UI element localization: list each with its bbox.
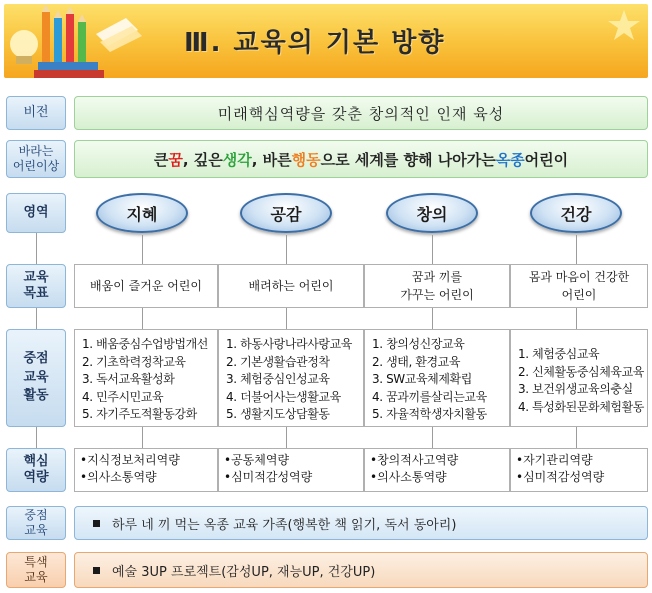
page-title: Ⅲ. 교육의 기본 방향 — [184, 28, 446, 58]
ideal-label-line2: 어린이상 — [12, 159, 60, 173]
connector — [36, 308, 37, 329]
connector — [142, 308, 143, 329]
school-supplies-illustration — [4, 4, 154, 78]
goal-label-line1: 교육 — [23, 269, 49, 285]
competency-cell-health — [510, 448, 648, 492]
goal-text: 배움이 즐거운 어린이 — [90, 279, 202, 293]
list-item: 3. 독서교육활성화 — [82, 372, 175, 386]
list-item: 3. 체험중심인성교육 — [226, 372, 330, 386]
connector — [36, 427, 37, 448]
ideal-seg-thought: 생각 — [222, 150, 252, 169]
star-icon — [604, 6, 644, 46]
list-item: 3. SW교육체제확립 — [372, 372, 472, 386]
list-item: 4. 특성화된문화체험활동 — [518, 399, 644, 414]
connector — [142, 427, 143, 448]
list-item: 5. 자기주도적활동강화 — [82, 407, 197, 421]
ideal-seg-8: 어린이 — [524, 150, 569, 169]
list-item: 1. 체험중심교육 — [518, 347, 600, 361]
header-banner — [4, 4, 648, 78]
ideal-seg-6: 으로 세계를 향해 나아가는 — [320, 150, 496, 169]
goal-text-line2: 가꾸는 어린이 — [400, 288, 474, 302]
list-item: 2. 기초학력정착교육 — [82, 354, 186, 369]
focus-edu-line1: 중점 — [24, 508, 48, 522]
special-edu-line2: 교육 — [24, 570, 48, 584]
connector — [142, 235, 143, 264]
ideal-seg-dream: 꿈 — [168, 150, 183, 169]
list-item: 1. 배움중심수업방법개선 — [82, 337, 208, 351]
connector — [432, 427, 433, 448]
list-item: 2. 기본생활습관정착 — [226, 354, 330, 369]
goal-cell-wisdom — [74, 264, 218, 308]
special-edu-text: 예술 3UP 프로젝트(감성UP, 재능UP, 건강UP) — [112, 564, 376, 580]
bullet-square-icon — [93, 520, 100, 527]
activity-list-creativity — [364, 329, 510, 427]
focus-edu-line2: 교육 — [24, 523, 48, 537]
connector — [576, 427, 577, 448]
focus-label-line1: 중점 — [23, 350, 49, 366]
connector — [432, 235, 433, 264]
focus-activity-label — [6, 329, 66, 427]
area-oval-creativity: 창의 — [386, 193, 478, 233]
connector — [36, 233, 37, 264]
list-item: •심미적감성역량 — [224, 470, 313, 484]
list-item: •의사소통역량 — [80, 470, 157, 484]
list-item: •지식정보처리역량 — [80, 453, 180, 467]
special-edu-line1: 특색 — [24, 555, 48, 569]
core-label-line2: 역량 — [23, 470, 49, 485]
ideal-child-statement — [74, 140, 648, 178]
goal-label — [6, 264, 66, 308]
list-item: 1. 창의성신장교육 — [372, 337, 465, 351]
list-item: 3. 보건위생교육의충실 — [518, 382, 633, 396]
ideal-label — [6, 140, 66, 178]
ideal-label-line1: 바라는 — [18, 144, 54, 158]
ideal-seg-2: , 깊은 — [182, 150, 223, 169]
list-item: 5. 자율적학생자치활동 — [372, 407, 487, 421]
goal-cell-creativity — [364, 264, 510, 308]
list-item: •공동체역량 — [224, 453, 290, 467]
list-item: 5. 생활지도상담활동 — [226, 407, 330, 421]
area-oval-empathy: 공감 — [240, 193, 332, 233]
connector — [576, 235, 577, 264]
list-item: 4. 꿈과끼를살리는교육 — [372, 389, 487, 404]
focus-edu-label — [6, 506, 66, 540]
core-competency-label — [6, 448, 66, 492]
focus-edu-box — [74, 506, 648, 540]
vision-label: 비전 — [6, 96, 66, 130]
ideal-seg-action: 행동 — [291, 150, 321, 169]
connector — [286, 427, 287, 448]
list-item: •심미적감성역량 — [516, 470, 605, 484]
focus-label-line2: 교육 — [23, 369, 49, 385]
list-item: 1. 하동사랑나라사랑교육 — [226, 337, 352, 351]
goal-cell-empathy — [218, 264, 364, 308]
area-oval-health: 건강 — [530, 193, 622, 233]
activity-list-empathy — [218, 329, 364, 427]
goal-text: 배려하는 어린이 — [248, 279, 334, 293]
competency-cell-wisdom — [74, 448, 218, 492]
list-item: 2. 생태, 환경교육 — [372, 354, 461, 369]
focus-label-line3: 활동 — [23, 388, 49, 404]
focus-edu-text: 하루 네 끼 먹는 옥종 교육 가족(행복한 책 읽기, 독서 동아리) — [112, 517, 457, 533]
bullet-square-icon — [93, 567, 100, 574]
special-edu-label — [6, 552, 66, 588]
area-oval-wisdom: 지혜 — [96, 193, 188, 233]
list-item: •창의적사고역량 — [370, 453, 459, 467]
list-item: •자기관리역량 — [516, 453, 593, 467]
list-item: •의사소통역량 — [370, 470, 447, 484]
special-edu-box — [74, 552, 648, 588]
goal-cell-health — [510, 264, 648, 308]
connector — [286, 308, 287, 329]
competency-cell-creativity — [364, 448, 510, 492]
list-item: 2. 신체활동중심체육교육 — [518, 364, 644, 379]
activity-list-health — [510, 329, 648, 427]
competency-cell-empathy — [218, 448, 364, 492]
ideal-seg-okjong: 옥종 — [495, 150, 525, 169]
ideal-seg-4: , 바른 — [251, 150, 292, 169]
goal-text-line2: 어린이 — [561, 288, 597, 302]
goal-text-line1: 몸과 마음이 건강한 — [528, 270, 630, 284]
vision-text: 미래핵심역량을 갖춘 창의적인 인재 육성 — [74, 96, 648, 130]
connector — [432, 308, 433, 329]
core-label-line1: 핵심 — [23, 453, 49, 469]
list-item: 4. 더불어사는생활교육 — [226, 389, 341, 404]
goal-label-line2: 목표 — [23, 286, 49, 301]
connector — [286, 235, 287, 264]
connector — [576, 308, 577, 329]
area-label: 영역 — [6, 193, 66, 233]
goal-text-line1: 꿈과 끼를 — [411, 270, 463, 284]
activity-list-wisdom — [74, 329, 218, 427]
ideal-seg-0: 큰 — [153, 150, 169, 169]
list-item: 4. 민주시민교육 — [82, 389, 164, 404]
